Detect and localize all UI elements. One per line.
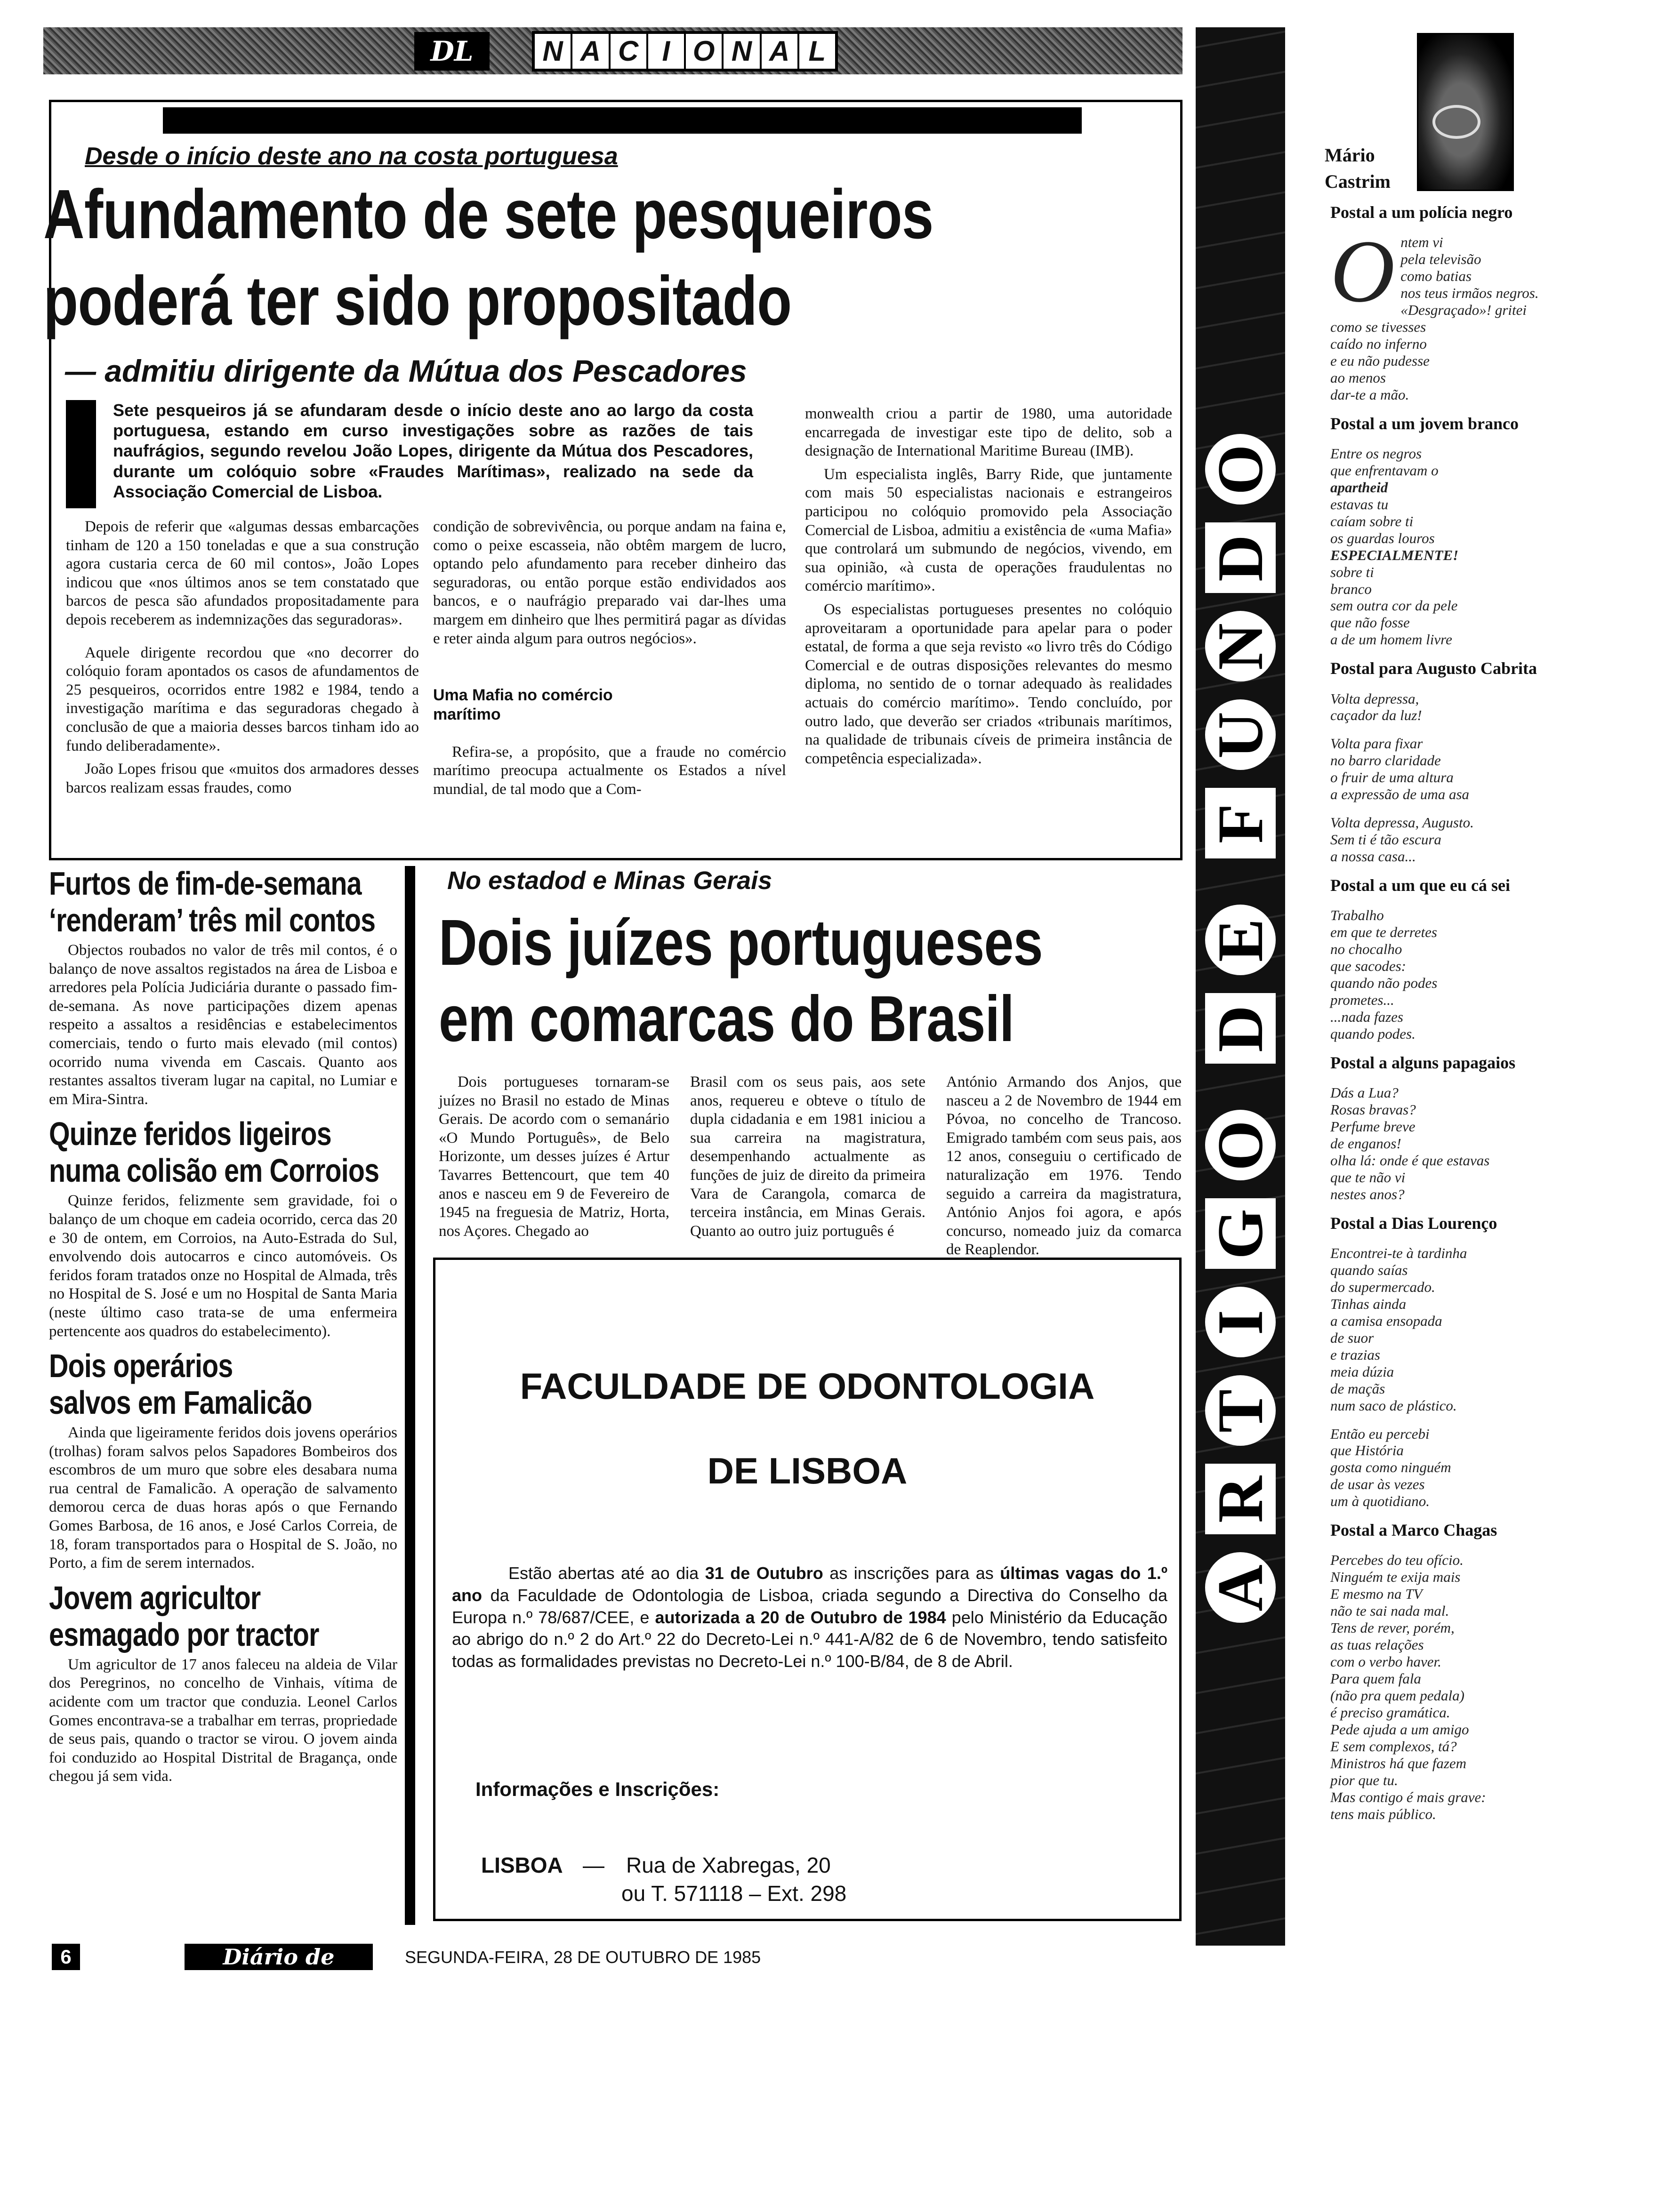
postal-line: estavas tu [1330, 496, 1389, 513]
brief-headline: Quinze feridos ligeiros [49, 1115, 331, 1153]
vertical-title-glyph: F [1204, 803, 1276, 844]
section-label-letter: N [724, 34, 761, 69]
vertical-title-glyph: E [1204, 918, 1276, 962]
postal-line: que sacodes: [1330, 958, 1406, 975]
postal-poem [1330, 1245, 1632, 1510]
postal-line: apartheid [1330, 479, 1388, 496]
postal-line: meia dúzia [1330, 1363, 1394, 1380]
postal-item [1330, 414, 1632, 649]
postal-title: Postal a alguns papagaios [1330, 1053, 1516, 1072]
footer-date: SEGUNDA-FEIRA, 28 DE OUTUBRO DE 1985 [405, 1948, 761, 1967]
main-article-column-1 [66, 518, 419, 802]
postal-line: (não pra quem pedala) [1330, 1687, 1464, 1704]
ad-body-text: Estão abertas até ao dia [508, 1563, 705, 1583]
postal-poem [1330, 1084, 1632, 1203]
postal-line: olha lá: onde é que estavas [1330, 1152, 1490, 1169]
postal-item [1330, 1520, 1632, 1822]
postal-line: que História [1330, 1442, 1404, 1459]
postal-line: pela televisão [1400, 251, 1481, 268]
postal-line: ...nada fazes [1330, 1009, 1403, 1026]
postal-line: E mesmo na TV [1330, 1586, 1423, 1603]
brief-body: Um agricultor de 17 anos faleceu na aldeia de Vilar dos Peregrinos, no concelho de Vinhais, vítima de acidente com um tractor que conduzia. Leonel Carlos Gomes encontrava-se a trabalhar em terras, propriedade de seus pais, quando o tractor se virou. O jovem ainda foi conduzido ao Hospital Distrital de Bragança, onde chegou já sem vida. [49, 1656, 397, 1785]
postal-line: quando não podes [1330, 975, 1438, 992]
ad-body-bold: 31 de Outubro [705, 1563, 823, 1583]
postal-line: de suor [1330, 1329, 1374, 1346]
postal-line: caçador da luz! [1330, 707, 1422, 724]
vertical-title-glyph: D [1204, 1005, 1276, 1052]
brief-item [49, 865, 397, 1109]
main-article-column-2 [433, 518, 786, 804]
postal-line: a expressão de uma asa [1330, 786, 1470, 803]
postal-line: e eu não pudesse [1330, 352, 1430, 369]
postal-item [1330, 1053, 1632, 1203]
postal-line: Ministros há que fazem [1330, 1755, 1467, 1771]
ad-body-text: da Faculdade de Odontologia de Lisboa, criada segundo a Directiva do Conselho da Europa n.º 78/687/CEE, e [452, 1585, 1167, 1627]
main-article-top-bar [163, 107, 1082, 134]
briefs-column [49, 865, 397, 1791]
vertical-title-letter [1205, 1552, 1276, 1623]
postal-line: sobre ti [1330, 563, 1374, 580]
main-article-paragraph: Um especialista inglês, Barry Ride, que juntamente com mais 50 especialistas nacionais e estrangeiros participou no colóquio promovido pela Associação Comercial de Lisboa, admitiu a existência de «uma Mafia» que controlará um submundo de negócios, vivendo, em sua opinião, «à custa de operações fraudulentas no comércio marítimo». [805, 465, 1172, 595]
main-article-headline-line2: poderá ter sido propositado [43, 262, 792, 340]
postal-item [1330, 875, 1632, 1042]
postal-line: Volta para fixar [1330, 735, 1423, 752]
vertical-title-glyph: I [1204, 1310, 1276, 1335]
ad-city: LISBOA [481, 1853, 563, 1877]
vertical-title-glyph: G [1204, 1209, 1276, 1259]
vertical-title-letter [1205, 1110, 1276, 1180]
main-article-subhead: — admitiu dirigente da Mútua dos Pescadores [65, 353, 747, 388]
postal-item [1330, 202, 1632, 403]
postal-line: tens mais público. [1330, 1805, 1436, 1822]
postal-line: pior que tu. [1330, 1771, 1398, 1788]
postal-poem [1330, 690, 1632, 866]
brazil-article-column-3: António Armando dos Anjos, que nasceu a 2 de Novembro de 1944 em Póvoa, no concelho de Trancoso. Emigrado também com seus pais, aos 12 anos, conseguiu o certificado de naturalização em 1976. Tendo seguido a carreira da magistratura, António Anjos foi agora, e após concurso, nomeado juiz da comarca de Reaplendor. [946, 1074, 1182, 1258]
postal-line: no chocalho [1330, 941, 1402, 958]
brazil-article-headline-line2: em comarcas do Brasil [439, 983, 1014, 1055]
brief-body: Ainda que ligeiramente feridos dois jovens operários (trolhas) foram salvos pelos Sapadores Bombeiros dos escombros de um muro que sobre eles desabara numa rua central de Famalicão. A operação de salvamento demorou cerca de duas horas após o que Fernando Gomes Barbosa, de 16 anos, e José Carlos Correia, de 18, foram transportados para o Hospital de S. João, no Porto, a fim de serem internados. [49, 1424, 397, 1572]
postal-title: Postal a Marco Chagas [1330, 1521, 1497, 1540]
postal-poem [1330, 445, 1632, 648]
postal-line: Dás a Lua? [1330, 1084, 1399, 1101]
postal-line: ao menos [1330, 369, 1386, 386]
postal-line: quando podes. [1330, 1025, 1416, 1042]
ad-body-bold: últimas vagas do 1.º ano [452, 1563, 1168, 1605]
postal-line: ESPECIALMENTE! [1330, 546, 1459, 563]
main-article-paragraph: Aquele dirigente recordou que «no decorrer do colóquio foram apontados os casos de afundamentos de 25 pesqueiros, ocorridos entre 1982 e 1984, tendo a investigação marítima e das seguradoras chegado à conclusão de que a maioria desses barcos tinham ido ao fundo deliberadamente». [66, 644, 419, 754]
author-last-name: Castrim [1325, 171, 1391, 192]
column-divider [405, 866, 415, 1925]
main-article-headline-line1: Afundamento de sete pesqueiros [43, 176, 933, 253]
postal-line: com o verbo haver. [1330, 1653, 1441, 1670]
vertical-title-glyph: O [1204, 444, 1276, 495]
postal-line [1330, 724, 1632, 735]
vertical-title-glyph: U [1204, 712, 1276, 759]
postal-line: ntem vi [1400, 234, 1443, 251]
postal-line: caíam sobre ti [1330, 513, 1414, 529]
postal-line: de usar às vezes [1330, 1476, 1425, 1493]
postal-line [1330, 803, 1632, 814]
brief-headline: Dois operários [49, 1347, 233, 1385]
brief-item [49, 1347, 397, 1573]
brief-headline: salvos em Famalicão [49, 1384, 312, 1421]
vertical-title-letter [1205, 1198, 1276, 1269]
main-article-paragraph: João Lopes frisou que «muitos dos armadores desses barcos realizam essas fraudes, como [66, 761, 419, 796]
postal-title: Postal a um que eu cá sei [1330, 876, 1510, 895]
ad-address: Rua de Xabregas, 20 [626, 1853, 831, 1877]
brief-item [49, 1115, 397, 1341]
vertical-title-letter [1205, 993, 1276, 1064]
section-label-letter: O [686, 34, 724, 69]
brief-body: Quinze feridos, felizmente sem gravidade, foi o balanço de um choque em cadeia ocorrido, cerca das 20 e 30 de ontem, em Corroios, na Auto-Estrada do Sul, envolvendo dois autocarros e cinco automóveis. Os feridos foram tratados onze no Hospital de Almada, três no Hospital de S. José e um no Hospital de Santa Maria (neste último caso trata-se de uma enfermeira pertencente aos quadros do estabelecimento). [49, 1192, 397, 1340]
postal-line: as tuas relações [1330, 1636, 1424, 1653]
postal-line: Tinhas ainda [1330, 1295, 1407, 1312]
postal-line: Sem ti é tão escura [1330, 831, 1441, 848]
postal-line: Entre os negros [1330, 445, 1422, 462]
postal-line: os guardas louros [1330, 529, 1435, 546]
postal-line: do supermercado. [1330, 1278, 1435, 1295]
postal-title: Postal a um polícia negro [1330, 203, 1513, 222]
ad-dash: — [583, 1853, 604, 1877]
vertical-title-letter [1205, 788, 1276, 858]
brief-headline: esmagado por tractor [49, 1616, 319, 1653]
main-article-paragraph: monwealth criou a partir de 1980, uma autoridade encarregada de investigar este tipo de delito, sob a designação de International Maritime Bureau (IMB). [805, 405, 1172, 460]
postal-line [1330, 1414, 1632, 1426]
postal-line: sem outra cor da pele [1330, 597, 1458, 614]
ad-info-label: Informações e Inscrições: [475, 1778, 720, 1800]
postal-line: Volta depressa, Augusto. [1330, 814, 1474, 831]
main-article-lead: Sete pesqueiros já se afundaram desde o início deste ano ao largo da costa portuguesa, estando em curso investigações sobre as razões de tais naufrágios, segundo revelou João Lopes, dirigente da Mútua dos Pescadores, durante um colóquio sobre «Fraudes Marítimas», realizado na sede da Associação Comercial de Lisboa. [113, 401, 753, 501]
ad-body-text: as inscrições para as [823, 1563, 1000, 1583]
postal-item [1330, 658, 1632, 865]
vertical-title-letter [1205, 434, 1276, 505]
brief-headline: Furtos de fim-de-semana [49, 865, 362, 902]
main-article-paragraph: Refira-se, a propósito, que a fraude no comércio marítimo preocupa actualmente os Estados a nível mundial, de tal modo que a Com- [433, 743, 786, 798]
vertical-title-glyph: D [1204, 535, 1276, 582]
postal-line: gosta como ninguém [1330, 1459, 1451, 1476]
vertical-title-glyph: A [1204, 1564, 1276, 1611]
postal-line: que te não vi [1330, 1169, 1406, 1186]
section-label-letter: I [648, 34, 686, 69]
postal-line: de maçãs [1330, 1380, 1385, 1397]
vertical-title-letter [1205, 699, 1276, 770]
vertical-title-glyph: N [1204, 623, 1276, 670]
postal-line: Tens de rever, porém, [1330, 1619, 1455, 1636]
postal-line: que não fosse [1330, 614, 1410, 631]
postal-line: caído no inferno [1330, 335, 1427, 352]
main-article-kicker: Desde o início deste ano na costa portuguesa [85, 143, 618, 170]
postal-line: e trazias [1330, 1346, 1380, 1363]
brief-headline: numa colisão em Corroios [49, 1152, 379, 1189]
postal-line: é preciso gramática. [1330, 1704, 1450, 1721]
postal-title: Postal a Dias Lourenço [1330, 1213, 1497, 1233]
postal-line: como batias [1400, 268, 1472, 285]
ad-body [452, 1563, 1167, 1673]
section-label-letter: L [808, 35, 826, 67]
main-article-drop-cap [66, 400, 96, 508]
postal-line: um à quotidiano. [1330, 1493, 1430, 1510]
postal-drop-cap: O [1330, 222, 1395, 321]
author-photo [1417, 33, 1514, 191]
postal-line: a camisa ensopada [1330, 1312, 1442, 1329]
main-article-column-3 [805, 405, 1172, 773]
postal-line: Então eu percebi [1330, 1425, 1430, 1442]
vertical-title-letter [1205, 1464, 1276, 1534]
newspaper-logo: DL [414, 32, 490, 71]
postal-line: Para quem fala [1330, 1670, 1421, 1687]
vertical-title-glyph: O [1204, 1120, 1276, 1171]
brazil-article-column-1: Dois portugueses tornaram-se juízes no Brasil no estado de Minas Gerais. De acordo com o semanário «O Mundo Português», de Belo Horizonte, um desses juízes é Artur Tavarres Bettencourt, que tem 40 anos e nasceu em 9 de Fevereiro de 1945 na freguesia de Matriz, Horta, nos Açores. Chegado ao [439, 1074, 669, 1240]
postal-line: Perfume breve [1330, 1118, 1416, 1135]
postal-line: dar-te a mão. [1330, 386, 1409, 403]
postal-line: nestes anos? [1330, 1186, 1405, 1202]
section-label [535, 34, 835, 69]
vertical-title-letter [1205, 611, 1276, 681]
postal-poem [1330, 1552, 1632, 1822]
postal-line: Volta depressa, [1330, 690, 1419, 707]
artigo-de-fundo-band [1196, 27, 1285, 1946]
footer-masthead: Diário de Lisboa [185, 1944, 373, 1970]
section-label-letter: A [762, 34, 799, 69]
postal-line: a nossa casa... [1330, 848, 1416, 865]
brief-headline: Jovem agricultor [49, 1579, 261, 1616]
main-article-paragraph: Os especialistas portugueses presentes no colóquio aproveitaram a oportunidade para apelar para o poder estatal, de forma a que seja revisto «o livro três do Código Comercial e de outras disposições relevantes do mesmo diploma, no sentido de o tornar adequado às realidades actuais do comércio marítimo». Tendo concluído, por outro lado, que deverão ser criados «tribunais marítimos, na qualidade de tribunais cíveis de primeira instância de competência especializada». [805, 601, 1172, 767]
postal-line: prometes... [1330, 992, 1394, 1009]
postal-line: Rosas bravas? [1330, 1101, 1416, 1118]
ad-phone: ou T. 571118 – Ext. 298 [621, 1881, 847, 1906]
postal-line: Mas contigo é mais grave: [1330, 1788, 1486, 1805]
postal-title: Postal a um jovem branco [1330, 414, 1519, 433]
section-label-letter: N [535, 34, 572, 69]
postal-title: Postal para Augusto Cabrita [1330, 659, 1537, 678]
postal-line: no barro claridade [1330, 752, 1441, 769]
postal-line: a de um homem livre [1330, 631, 1452, 648]
postal-line: que enfrentavam o [1330, 462, 1439, 479]
vertical-title-glyph: T [1204, 1389, 1276, 1433]
postal-line: de enganos! [1330, 1135, 1401, 1152]
brazil-article-headline-line1: Dois juízes portugueses [439, 906, 1043, 979]
postal-line: Ninguém te exija mais [1330, 1569, 1461, 1586]
brazil-article-kicker: No estadod e Minas Gerais [447, 866, 772, 895]
postal-line: Percebes do teu ofício. [1330, 1552, 1464, 1569]
postal-item [1330, 1213, 1632, 1510]
vertical-title-letter [1205, 1375, 1276, 1446]
section-label-box [532, 31, 838, 72]
ad-body-bold: autorizada a 20 de Outubro de 1984 [655, 1607, 946, 1627]
postal-line: nos teus irmãos negros. [1400, 285, 1539, 302]
postal-line: Trabalho [1330, 907, 1384, 924]
postal-line: como se tivesses [1330, 318, 1426, 335]
main-article-paragraph: Depois de referir que «algumas dessas embarcações tinham de 120 a 150 toneladas e que a sua construção agora custaria cerca de 60 mil contos», João Lopes indicou que «nos últimos anos se tem constatado que barcos de pesca são afundados propositadamente para depois receberem as indemnizações das seguradoras». [66, 518, 419, 628]
postal-line: o fruir de uma altura [1330, 769, 1454, 786]
brief-headline: ‘renderam’ três mil contos [49, 902, 376, 938]
postal-line: em que te derretes [1330, 924, 1437, 941]
postal-line: não te sai nada mal. [1330, 1603, 1449, 1619]
vertical-title-letter [1205, 905, 1276, 975]
brief-item [49, 1579, 397, 1786]
postal-line: E sem complexos, tá? [1330, 1738, 1457, 1755]
postal-poem [1330, 222, 1632, 403]
postais-column [1330, 198, 1632, 1833]
ad-title-line2: DE LISBOA [707, 1450, 908, 1491]
main-article-paragraph: condição de sobrevivência, ou porque andam na faina e, como o peixe escasseia, não obtêm margem de lucro, optando pelo afundamento para receber dinheiro das seguradoras, ou então porque estão endividados aos bancos, e o naufrágio preparado vai dar-lhes uma margem em dinheiro que lhes permitirá pagar as dívidas e reter ainda algum para outros negócios». [433, 518, 786, 647]
postal-line: num saco de plástico. [1330, 1397, 1457, 1414]
brief-body: Objectos roubados no valor de três mil contos, é o balanço de nove assaltos registados na área de Lisboa e arredores pela Polícia Judiciária durante o passado fim-de-semana. As nove participações dizem apenas respeito a assaltos a residências e estabelecimentos comerciais, tendo o furto mais elevado (mil contos) ocorrido numa vivenda em Cascais. Quanto aos restantes assaltos tiveram lugar na capital, no Lumiar e em Mira-Sintra. [49, 942, 397, 1108]
vertical-title-letter [1205, 1287, 1276, 1357]
postal-line: quando saías [1330, 1261, 1408, 1278]
section-label-letter: C [611, 34, 648, 69]
page-number: 6 [52, 1944, 80, 1970]
postal-line: Encontrei-te à tardinha [1330, 1244, 1467, 1261]
brazil-article-column-2: Brasil com os seus pais, aos sete anos, requereu e obteve o título de dupla cidadania e em 1981 iniciou a sua carreira na magistratura, desempenhando actualmente as funções de juiz de direito da primeira Vara de Carangola, comarca de terceira instância, em Minas Gerais. Quanto ao outro juiz português é [690, 1074, 925, 1240]
ad-body-text: pelo Ministério da Educação ao abrigo do n.º 2 do Art.º 22 do Decreto-Lei n.º 441-A/82 de 6 de Novembro, tendo satisfeito todas as formalidades previstas no Decreto-Lei n.º 100-B/84, de 8 de Abril. [452, 1607, 1167, 1671]
vertical-title-letter [1205, 522, 1276, 593]
section-label-letter: A [572, 34, 610, 69]
vertical-title-glyph: R [1204, 1476, 1276, 1523]
postal-line: Pede ajuda a um amigo [1330, 1721, 1469, 1738]
main-article-column-subhead: Uma Mafia no comércio marítimo [433, 686, 613, 723]
postal-line: «Desgraçado»! gritei [1400, 302, 1527, 318]
author-first-name: Mário [1325, 144, 1375, 166]
ad-title-line1: FACULDADE DE ODONTOLOGIA [520, 1365, 1095, 1407]
postal-poem [1330, 907, 1632, 1042]
postal-line: branco [1330, 580, 1372, 597]
